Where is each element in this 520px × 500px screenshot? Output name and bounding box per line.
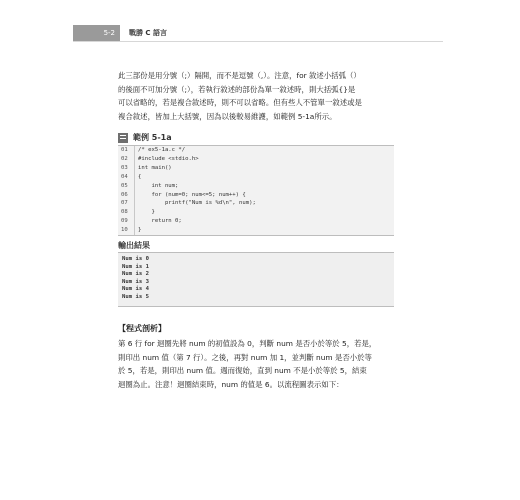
line-number: 06 xyxy=(121,191,128,198)
page-number: 5-2 xyxy=(73,25,120,41)
analysis-heading: 【程式剖析】 xyxy=(118,324,166,333)
code-line xyxy=(118,217,394,226)
line-number: 08 xyxy=(121,209,128,216)
code-line xyxy=(118,226,394,235)
code-text: int num; xyxy=(138,182,179,189)
code-line xyxy=(118,182,394,191)
intro-line: 複合敘述，皆加上大括號，因為以後較易維護，如範例 5-1a所示。 xyxy=(118,111,337,121)
output-line: Num is 4 xyxy=(122,286,149,293)
analysis-paragraph xyxy=(118,337,394,391)
code-text: for (num=0; num<=5; num++) { xyxy=(138,191,246,198)
code-line xyxy=(118,199,394,208)
line-number: 10 xyxy=(121,227,128,234)
code-text: } xyxy=(138,227,142,234)
code-listing xyxy=(118,145,394,236)
code-line xyxy=(118,191,394,200)
intro-line: 可以省略的，若是複合敘述時，則不可以省略。但有些人不管單一敘述或是 xyxy=(118,98,362,107)
analysis-line: 於 5，若是，則印出 num 值。週而復始，直到 num 不是小於等於 5，結束 xyxy=(118,366,367,375)
line-number: 03 xyxy=(121,164,128,171)
line-number: 09 xyxy=(121,218,128,225)
line-number: 07 xyxy=(121,200,128,207)
code-line xyxy=(118,155,394,164)
example-heading xyxy=(118,132,172,143)
code-text: #include <stdio.h> xyxy=(138,155,199,162)
code-text: { xyxy=(138,173,142,180)
output-line: Num is 3 xyxy=(122,278,149,285)
output-line: Num is 2 xyxy=(122,271,149,278)
code-line xyxy=(118,208,394,217)
line-number: 04 xyxy=(121,173,128,180)
code-line xyxy=(118,164,394,173)
example-icon xyxy=(118,133,128,143)
code-line xyxy=(118,173,394,182)
example-label: 範例 5-1a xyxy=(133,133,172,142)
line-number: 05 xyxy=(121,182,128,189)
book-title: 戰勝 C 語言 xyxy=(129,29,168,37)
analysis-line: 第 6 行 for 迴圈先將 num 的初值設為 0，判斷 num 是否小於等於 5，若是， xyxy=(118,339,377,348)
running-header xyxy=(73,25,443,42)
output-line: Num is 0 xyxy=(122,256,149,262)
output-line: Num is 1 xyxy=(122,263,149,270)
code-text: int main() xyxy=(138,164,172,171)
code-text: return 0; xyxy=(138,218,182,225)
output-listing xyxy=(118,252,394,307)
code-line xyxy=(118,146,394,155)
code-text: /* ex5-1a.c */ xyxy=(138,147,186,153)
code-text: } xyxy=(138,209,155,216)
analysis-line: 則印出 num 值（第 7 行）。之後，再對 num 加 1，並判斷 num 是否小於等 xyxy=(118,352,372,362)
code-text: printf("Num is %d\n", num); xyxy=(138,200,256,207)
intro-line: 此三部份是用分號（;）隔開，而不是逗號（,）。注意，for 敘述小括弧（） xyxy=(118,71,361,80)
output-line: Num is 5 xyxy=(122,294,149,300)
analysis-line: 迴圈為止。注意！迴圈結束時，num 的值是 6。以流程圖表示如下： xyxy=(118,379,344,389)
output-heading: 輸出結果 xyxy=(118,241,150,250)
intro-paragraph xyxy=(118,69,394,123)
line-number: 01 xyxy=(121,147,128,153)
line-number: 02 xyxy=(121,155,128,162)
intro-line: 的後面不可加分號（;），若執行敘述的部份為單一敘述時，則大括弧{}是 xyxy=(118,84,356,94)
